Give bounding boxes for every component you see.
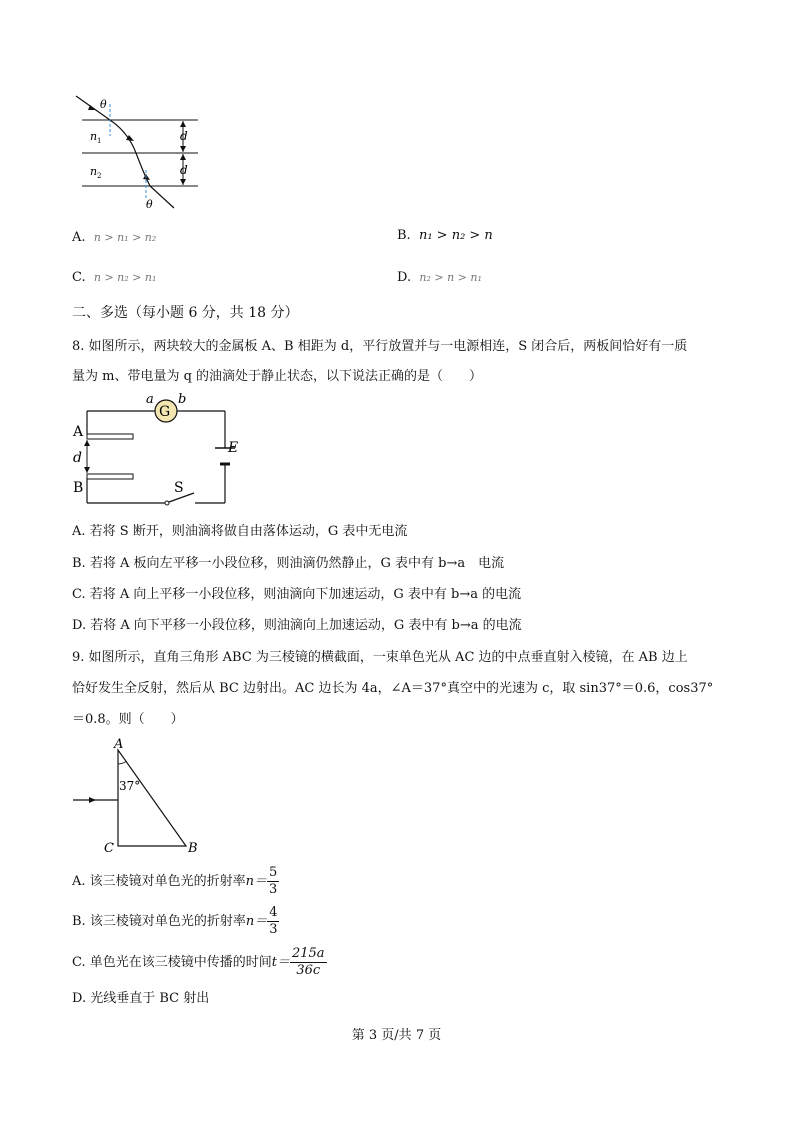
svg-text:B: B [188, 841, 198, 856]
q8-option-d: D. 若将 A 向下平移一小段位移，则油滴向上加速运动，G 表中有 b→a 的电流 [72, 618, 522, 633]
svg-text:C: C [104, 841, 114, 856]
q9-option-d: D. 光线垂直于 BC 射出 [72, 991, 210, 1006]
svg-text:n: n [90, 165, 98, 178]
q7-option-c: C. n > n₂ > n₁ [72, 270, 157, 285]
svg-text:37°: 37° [119, 779, 141, 793]
svg-text:2: 2 [97, 172, 102, 180]
svg-text:A: A [73, 424, 84, 440]
svg-text:B: B [73, 480, 84, 496]
theta-top-label: θ [100, 98, 107, 111]
q9-option-a: A. 该三棱镜对单色光的折射率n＝ $\frac{5}{3}$ [72, 865, 278, 897]
svg-text:a: a [146, 392, 154, 407]
capacitor-circuit-figure [70, 392, 240, 512]
q8-option-a: A. 若将 S 断开，则油滴将做自由落体运动，G 表中无电流 [72, 524, 408, 539]
svg-text:d: d [180, 129, 188, 143]
q8-stem-line1: 8. 如图所示，两块较大的金属板 A、B 相距为 d，平行放置并与一电源相连，S 闭合后，两板间恰好有一质 [72, 339, 688, 354]
q7-option-d: D. n₂ > n > n₁ [397, 270, 482, 285]
svg-text:A: A [114, 737, 124, 752]
q9-option-b: B. 该三棱镜对单色光的折射率n＝ $\frac{4}{3}$ [72, 905, 278, 937]
q9-stem-line3: ＝0.8。则（ ） [72, 712, 184, 727]
section-title: 二、多选（每小题 6 分，共 18 分） [72, 305, 299, 321]
q8-stem-line2: 量为 m、带电量为 q 的油滴处于静止状态，以下说法正确的是（ ） [72, 369, 483, 384]
svg-text:d: d [180, 163, 188, 177]
refraction-figure [70, 90, 210, 215]
page-footer: 第 3 页/共 7 页 [351, 1028, 442, 1043]
svg-text:1: 1 [97, 137, 102, 145]
q7-option-a: A. n > n₁ > n₂ [72, 230, 157, 245]
q9-stem-line2: 恰好发生全反射，然后从 BC 边射出。AC 边长为 4a，∠A＝37°真空中的光速为 c，取 sin37°＝0.6，cos37° [72, 681, 714, 696]
svg-text:n: n [90, 130, 98, 143]
q9-option-c: C. 单色光在该三棱镜中传播的时间t＝ $\frac{215a}{36c}$ [72, 946, 325, 978]
svg-text:d: d [73, 450, 82, 466]
q7-option-b: B. n₁ > n₂ > n [397, 228, 493, 243]
q8-option-b: B. 若将 A 板向左平移一小段位移，则油滴仍然静止，G 表中有 b→a 电流 [72, 556, 505, 571]
svg-text:E: E [228, 440, 239, 456]
q8-option-c: C. 若将 A 向上平移一小段位移，则油滴向下加速运动，G 表中有 b→a 的电流 [72, 587, 522, 602]
svg-text:b: b [178, 392, 187, 407]
svg-text:G: G [159, 404, 171, 420]
svg-text:S: S [174, 480, 184, 496]
prism-figure [70, 736, 210, 856]
theta-bottom-label: θ [146, 198, 153, 211]
q9-stem-line1: 9. 如图所示，直角三角形 ABC 为三棱镜的横截面，一束单色光从 AC 边的中点垂直射入棱镜，在 AB 边上 [72, 650, 688, 665]
